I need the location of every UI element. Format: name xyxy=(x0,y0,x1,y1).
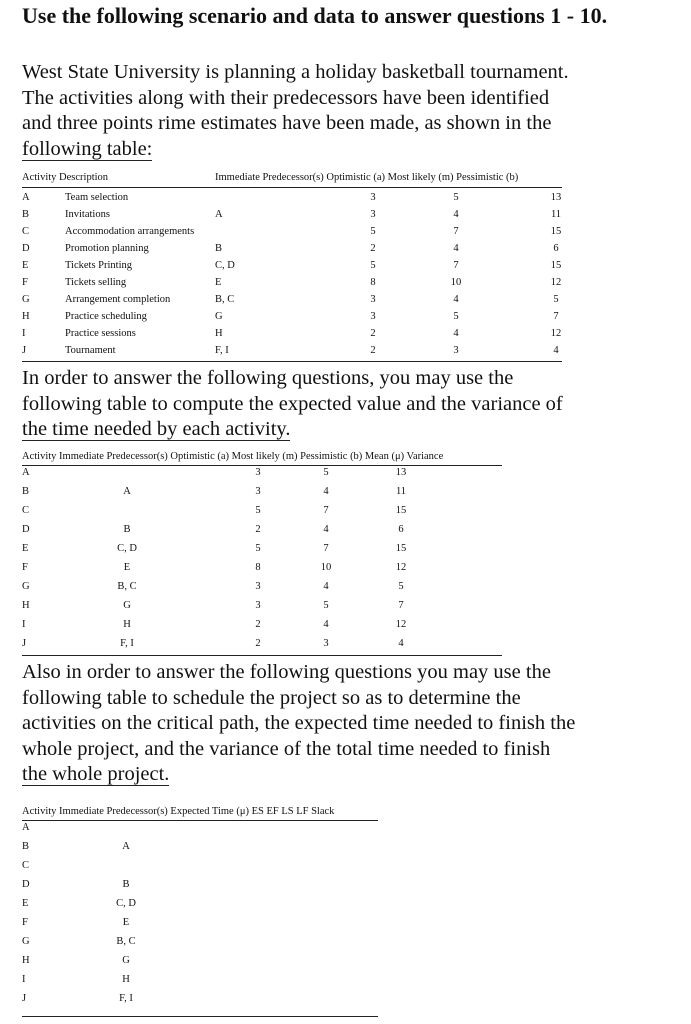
activity-cell: A xyxy=(22,467,30,478)
optimistic-cell: 3 xyxy=(255,486,261,497)
predecessor-cell: E xyxy=(122,917,130,928)
most-likely-cell: 5 xyxy=(453,192,459,203)
activity-cell: D xyxy=(22,879,30,890)
description-cell: Promotion planning xyxy=(65,243,149,254)
mean-variance-table xyxy=(22,451,502,657)
activity-cell: I xyxy=(22,328,26,339)
most-likely-cell: 3 xyxy=(323,638,329,649)
pessimistic-cell: 15 xyxy=(395,543,407,554)
table-row xyxy=(22,486,502,502)
activity-estimates-table xyxy=(22,172,562,362)
activity-cell: I xyxy=(22,619,26,630)
pessimistic-cell: 15 xyxy=(550,260,562,271)
final-paragraph xyxy=(22,660,575,788)
intro-line: following table: xyxy=(22,137,153,160)
optimistic-cell: 2 xyxy=(255,524,261,535)
table-row xyxy=(22,917,378,933)
pessimistic-cell: 5 xyxy=(398,581,404,592)
most-likely-cell: 4 xyxy=(453,209,459,220)
predecessor-cell: G xyxy=(122,955,130,966)
optimistic-cell: 8 xyxy=(370,277,376,288)
middle-line: following table to compute the expected value and the variance of xyxy=(22,392,563,415)
activity-cell: G xyxy=(22,294,30,305)
optimistic-cell: 3 xyxy=(370,311,376,322)
predecessor-cell: A xyxy=(122,841,130,852)
optimistic-cell: 2 xyxy=(255,619,261,630)
predecessor-cell: C, D xyxy=(117,543,137,554)
most-likely-cell: 4 xyxy=(323,581,329,592)
predecessor-cell: E xyxy=(215,277,222,288)
table-header-rule xyxy=(22,187,562,188)
optimistic-cell: 2 xyxy=(370,243,376,254)
predecessor-cell: H xyxy=(215,328,223,339)
table-bottom-rule xyxy=(22,655,502,656)
predecessor-cell: B, C xyxy=(116,936,136,947)
predecessor-cell: F, I xyxy=(215,345,229,356)
table-row xyxy=(22,860,378,876)
activity-cell: I xyxy=(22,974,26,985)
most-likely-cell: 5 xyxy=(323,600,329,611)
activity-cell: A xyxy=(22,822,30,833)
activity-cell: D xyxy=(22,243,30,254)
pessimistic-cell: 12 xyxy=(395,562,407,573)
final-line: Also in order to answer the following questions you may use the xyxy=(22,661,551,683)
schedule-table xyxy=(22,806,378,1018)
predecessor-cell: B, C xyxy=(215,294,235,305)
activity-cell: F xyxy=(22,277,28,288)
pessimistic-cell: 7 xyxy=(553,311,559,322)
pessimistic-cell: 15 xyxy=(395,505,407,516)
predecessor-cell: B, C xyxy=(117,581,137,592)
final-line: the whole project. xyxy=(22,763,170,785)
activity-cell: D xyxy=(22,524,30,535)
table-row xyxy=(22,311,562,327)
most-likely-cell: 4 xyxy=(453,328,459,339)
intro-line: and three points rime estimates have been made, as shown in the xyxy=(22,112,552,134)
optimistic-cell: 3 xyxy=(370,192,376,203)
predecessor-cell: A xyxy=(123,486,131,497)
pessimistic-cell: 11 xyxy=(550,209,562,220)
most-likely-cell: 7 xyxy=(453,260,459,271)
pessimistic-cell: 15 xyxy=(550,226,562,237)
pessimistic-cell: 7 xyxy=(398,600,404,611)
middle-paragraph xyxy=(22,366,563,443)
pessimistic-cell: 4 xyxy=(398,638,404,649)
most-likely-cell: 5 xyxy=(453,311,459,322)
table-row xyxy=(22,294,562,310)
most-likely-cell: 4 xyxy=(453,294,459,305)
table-bottom-rule xyxy=(22,1016,378,1017)
optimistic-cell: 2 xyxy=(255,638,261,649)
activity-cell: F xyxy=(22,917,28,928)
table-row xyxy=(22,243,562,259)
activity-cell: H xyxy=(22,955,30,966)
final-line: following table to schedule the project so as to determine the xyxy=(22,686,521,709)
most-likely-cell: 4 xyxy=(323,486,329,497)
description-cell: Arrangement completion xyxy=(65,294,171,305)
activity-cell: J xyxy=(22,345,27,356)
predecessor-cell: B xyxy=(215,243,223,254)
table-row xyxy=(22,505,502,521)
table-bottom-rule xyxy=(22,361,562,362)
table-row xyxy=(22,822,378,838)
description-cell: Accommodation arrangements xyxy=(65,226,195,237)
final-line: whole project, and the variance of the total time needed to finish xyxy=(22,737,551,760)
table-row xyxy=(22,841,378,857)
table-row xyxy=(22,936,378,952)
activity-cell: E xyxy=(22,898,29,909)
table-row xyxy=(22,328,562,344)
pessimistic-cell: 6 xyxy=(398,524,404,535)
header-activity-description: Activity Description xyxy=(22,172,109,183)
activity-cell: A xyxy=(22,192,30,203)
table-row xyxy=(22,993,378,1009)
activity-cell: B xyxy=(22,841,30,852)
table-row xyxy=(22,638,502,654)
pessimistic-cell: 13 xyxy=(395,467,407,478)
table-header: Activity Immediate Predecessor(s) Expected Time (μ) ES EF LS LF Slack xyxy=(22,806,335,817)
table-row xyxy=(22,226,562,242)
predecessor-cell: C, D xyxy=(215,260,235,271)
activity-cell: H xyxy=(22,311,30,322)
activity-cell: E xyxy=(22,543,29,554)
table-row xyxy=(22,879,378,895)
pessimistic-cell: 4 xyxy=(553,345,559,356)
activity-cell: C xyxy=(22,226,30,237)
description-cell: Invitations xyxy=(65,209,110,220)
section-heading: Use the following scenario and data to answer questions 1 - 10. xyxy=(22,3,608,28)
table-row xyxy=(22,524,502,540)
pessimistic-cell: 5 xyxy=(553,294,559,305)
table-header: Activity Immediate Predecessor(s) Optimistic (a) Most likely (m) Pessimistic (b) Mean (μ) Variance xyxy=(22,451,444,462)
most-likely-cell: 7 xyxy=(453,226,459,237)
activity-cell: H xyxy=(22,600,30,611)
pessimistic-cell: 12 xyxy=(395,619,407,630)
predecessor-cell: B xyxy=(123,524,131,535)
predecessor-cell: E xyxy=(123,562,131,573)
activity-cell: C xyxy=(22,860,30,871)
table-row xyxy=(22,898,378,914)
table-row xyxy=(22,955,378,971)
predecessor-cell: H xyxy=(122,974,130,985)
description-cell: Tickets Printing xyxy=(65,260,132,271)
intro-paragraph xyxy=(22,60,569,162)
optimistic-cell: 2 xyxy=(370,345,376,356)
most-likely-cell: 10 xyxy=(320,562,332,573)
description-cell: Tournament xyxy=(65,345,116,356)
activity-cell: J xyxy=(22,638,27,649)
most-likely-cell: 5 xyxy=(323,467,329,478)
table-row xyxy=(22,345,562,361)
table-row xyxy=(22,562,502,578)
pessimistic-cell: 12 xyxy=(550,328,562,339)
table-row xyxy=(22,277,562,293)
most-likely-cell: 4 xyxy=(323,619,329,630)
description-cell: Practice scheduling xyxy=(65,311,147,322)
predecessor-cell: A xyxy=(215,209,223,220)
table-row xyxy=(22,209,562,225)
activity-cell: G xyxy=(22,581,30,592)
table-row xyxy=(22,600,502,616)
table-row xyxy=(22,543,502,559)
most-likely-cell: 10 xyxy=(450,277,462,288)
table-row xyxy=(22,467,502,483)
activity-cell: J xyxy=(22,993,27,1004)
table-row xyxy=(22,974,378,990)
pessimistic-cell: 6 xyxy=(553,243,559,254)
activity-cell: C xyxy=(22,505,30,516)
optimistic-cell: 3 xyxy=(255,600,261,611)
activity-cell: F xyxy=(22,562,28,573)
pessimistic-cell: 12 xyxy=(550,277,562,288)
table-row xyxy=(22,581,502,597)
optimistic-cell: 3 xyxy=(255,467,261,478)
most-likely-cell: 3 xyxy=(453,345,459,356)
table-row xyxy=(22,619,502,635)
optimistic-cell: 8 xyxy=(255,562,261,573)
activity-cell: B xyxy=(22,209,30,220)
description-cell: Team selection xyxy=(65,192,129,203)
optimistic-cell: 5 xyxy=(370,226,376,237)
final-line: activities on the critical path, the expected time needed to finish the xyxy=(22,712,576,734)
activity-cell: B xyxy=(22,486,30,497)
predecessor-cell: G xyxy=(123,600,131,611)
description-cell: Practice sessions xyxy=(65,328,136,339)
pessimistic-cell: 11 xyxy=(395,486,407,497)
table-row xyxy=(22,260,562,276)
predecessor-cell: F, I xyxy=(119,993,133,1004)
optimistic-cell: 5 xyxy=(370,260,376,271)
predecessor-cell: H xyxy=(123,619,131,630)
optimistic-cell: 5 xyxy=(255,543,261,554)
most-likely-cell: 7 xyxy=(323,543,329,554)
most-likely-cell: 4 xyxy=(453,243,459,254)
predecessor-cell: B xyxy=(122,879,130,890)
activity-cell: G xyxy=(22,936,30,947)
intro-line: West State University is planning a holiday basketball tournament. xyxy=(22,61,569,83)
predecessor-cell: C, D xyxy=(116,898,136,909)
most-likely-cell: 4 xyxy=(323,524,329,535)
predecessor-cell: G xyxy=(215,311,223,322)
predecessor-cell: F, I xyxy=(120,638,134,649)
pessimistic-cell: 13 xyxy=(550,192,562,203)
header-estimates: Immediate Predecessor(s) Optimistic (a) Most likely (m) Pessimistic (b) xyxy=(215,172,519,183)
optimistic-cell: 3 xyxy=(370,294,376,305)
intro-line: The activities along with their predecessors have been identified xyxy=(22,86,550,109)
optimistic-cell: 5 xyxy=(255,505,261,516)
table-header-rule xyxy=(22,820,378,821)
optimistic-cell: 3 xyxy=(255,581,261,592)
middle-line: In order to answer the following questions, you may use the xyxy=(22,367,514,389)
optimistic-cell: 2 xyxy=(370,328,376,339)
middle-line: the time needed by each activity. xyxy=(22,418,291,440)
optimistic-cell: 3 xyxy=(370,209,376,220)
activity-cell: E xyxy=(22,260,29,271)
table-header-rule xyxy=(22,465,502,466)
table-row xyxy=(22,192,562,208)
most-likely-cell: 7 xyxy=(323,505,329,516)
description-cell: Tickets selling xyxy=(65,277,127,288)
